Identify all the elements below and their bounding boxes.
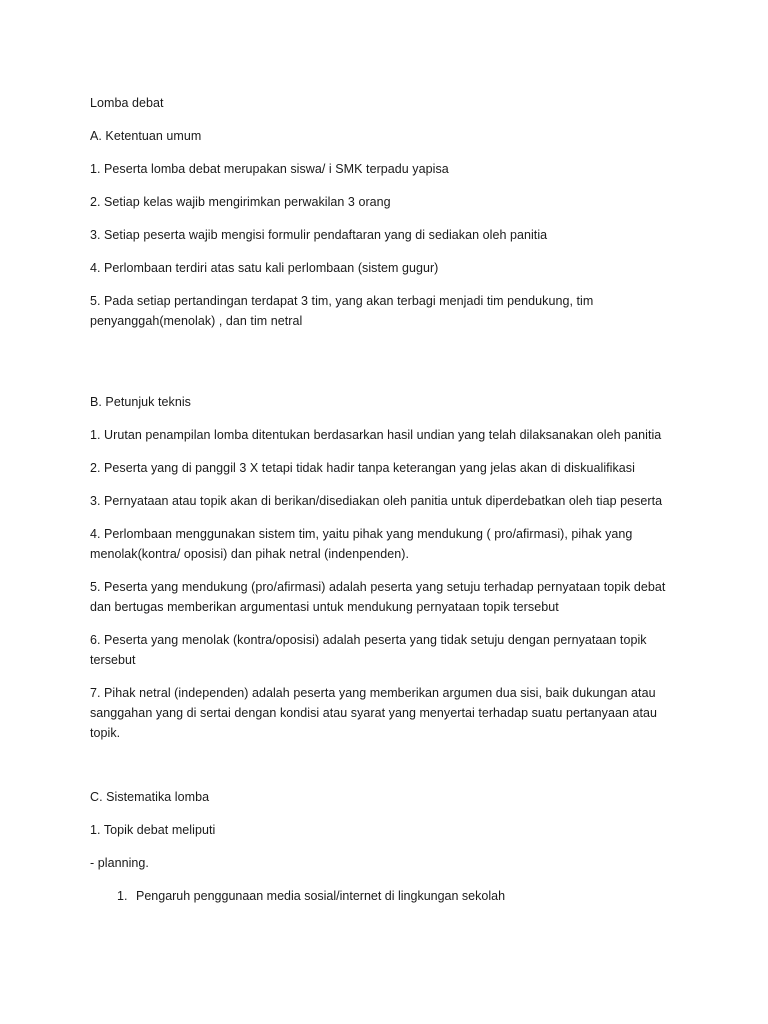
section-b-item: 1. Urutan penampilan lomba ditentukan berdasarkan hasil undian yang telah dilaksanakan oleh panitia bbox=[90, 428, 662, 442]
section-b-item: 7. Pihak netral (independen) adalah peserta yang memberikan argumen dua sisi, baik dukungan atau sanggahan yang di sertai dengan kondisi atau syarat yang menyertai terhadap suatu pertanyaan atau topik. bbox=[90, 686, 658, 740]
section-b-item: 6. Peserta yang menolak (kontra/oposisi) adalah peserta yang tidak setuju dengan pernyataan topik tersebut bbox=[90, 633, 647, 667]
section-b-item: 2. Peserta yang di panggil 3 X tetapi tidak hadir tanpa keterangan yang jelas akan di diskualifikasi bbox=[90, 461, 635, 475]
section-a-item: 3. Setiap peserta wajib mengisi formulir pendaftaran yang di sediakan oleh panitia bbox=[90, 228, 548, 242]
section-a-item: 2. Setiap kelas wajib mengirimkan perwakilan 3 orang bbox=[90, 195, 391, 209]
section-a-item: 1. Peserta lomba debat merupakan siswa/ i SMK terpadu yapisa bbox=[90, 162, 449, 176]
section-b-heading: B. Petunjuk teknis bbox=[90, 395, 191, 409]
section-b-item: 4. Perlombaan menggunakan sistem tim, yaitu pihak yang mendukung ( pro/afirmasi), pihak yang menolak(kontra/ oposisi) dan pihak netral (indenpenden). bbox=[90, 527, 633, 561]
section-c-sub-item: - planning. bbox=[90, 856, 149, 870]
section-a-item: 5. Pada setiap pertandingan terdapat 3 tim, yang akan terbagi menjadi tim pendukung, tim penyanggah(menolak) , dan tim netral bbox=[90, 294, 594, 328]
spacer bbox=[90, 756, 680, 787]
document-title: Lomba debat bbox=[90, 96, 164, 110]
section-b-item: 3. Pernyataan atau topik akan di berikan/disediakan oleh panitia untuk diperdebatkan oleh tiap peserta bbox=[90, 494, 663, 508]
section-b-item: 5. Peserta yang mendukung (pro/afirmasi) adalah peserta yang setuju terhadap pernyataan topik debat dan bertugas memberikan argumentasi untuk mendukung pernyataan topik tersebut bbox=[90, 580, 666, 614]
list-number: 1. bbox=[117, 889, 128, 903]
section-a-heading: A. Ketentuan umum bbox=[90, 129, 202, 143]
section-c-heading: C. Sistematika lomba bbox=[90, 790, 210, 804]
section-a-item: 4. Perlombaan terdiri atas satu kali perlombaan (sistem gugur) bbox=[90, 261, 439, 275]
spacer bbox=[90, 344, 680, 392]
numbered-list-item bbox=[90, 886, 680, 906]
section-c-item: 1. Topik debat meliputi bbox=[90, 823, 216, 837]
document-body bbox=[90, 93, 680, 906]
list-item-text: Pengaruh penggunaan media sosial/internet di lingkungan sekolah bbox=[136, 889, 506, 903]
